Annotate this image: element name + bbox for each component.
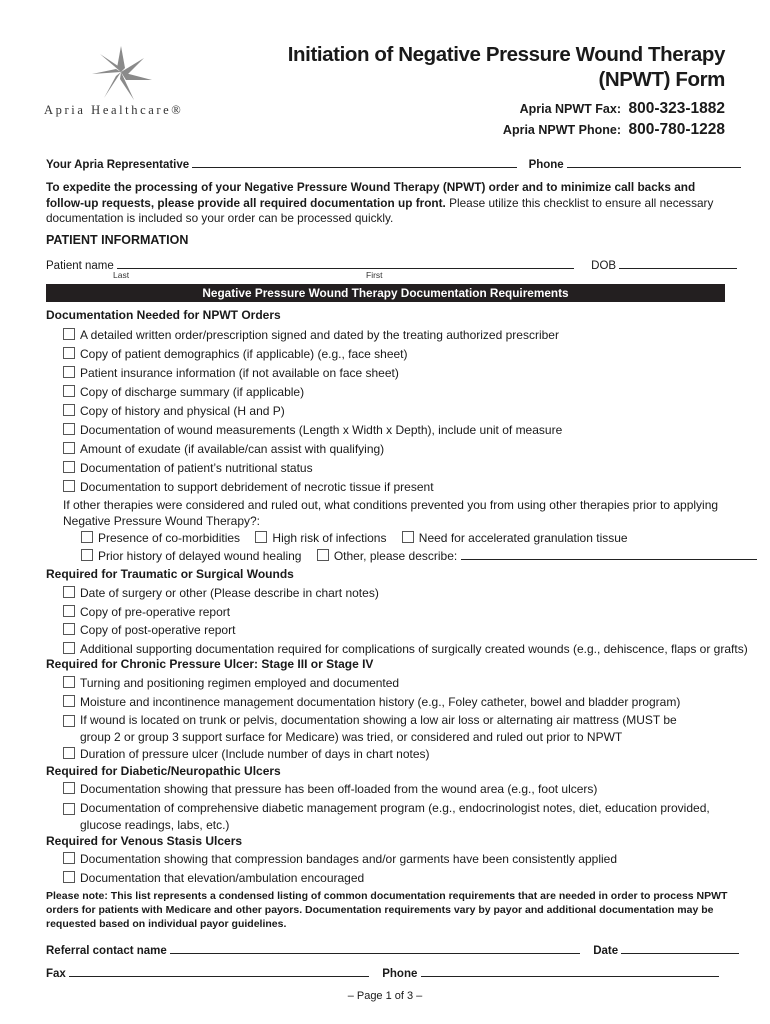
checkbox[interactable]	[63, 642, 75, 654]
checkbox[interactable]	[255, 531, 267, 543]
checkbox[interactable]	[63, 676, 75, 688]
checkbox[interactable]	[63, 586, 75, 598]
first-name-caption: First	[366, 270, 383, 280]
checkbox[interactable]	[63, 404, 75, 416]
date-label: Date	[593, 945, 619, 957]
item-text: Documentation that elevation/ambulation encouraged	[80, 870, 365, 885]
rep-field[interactable]	[192, 156, 517, 168]
list-item	[63, 746, 728, 765]
item-text: Documentation to support debridement of necrotic tissue if present	[80, 480, 434, 494]
checkbox[interactable]	[63, 347, 75, 359]
fax-label: Apria NPWT Fax:	[519, 102, 621, 116]
pressure-list	[63, 675, 728, 765]
checkbox[interactable]	[63, 480, 75, 492]
option-comorbidities: Presence of co-morbidities	[98, 531, 241, 545]
item-text: Duration of pressure ulcer (Include number of days in chart notes)	[80, 747, 430, 761]
rep-phone-field[interactable]	[567, 156, 741, 168]
item-text: Moisture and incontinence management documentation history (e.g., Foley catheter, bowel and bladder program)	[80, 694, 681, 709]
footer-phone-field[interactable]	[421, 965, 719, 977]
apria-star-logo	[86, 44, 156, 102]
item-text: If wound is located on trunk or pelvis, documentation showing a low air loss or alternating air mattress (MUST be group 2 or group 3 support surface for Medicare) was tried, or considered and ruled out prior to NPWT	[80, 713, 677, 744]
footer-phone-label: Phone	[382, 968, 418, 980]
list-item	[63, 346, 728, 365]
fax-number: 800-323-1882	[628, 100, 725, 117]
checkbox[interactable]	[63, 442, 75, 454]
list-item	[63, 585, 728, 604]
rep-row	[46, 156, 726, 171]
list-item	[63, 781, 728, 800]
other-describe-field[interactable]	[461, 548, 757, 560]
item-text: Additional supporting documentation required for complications of surgically created wounds (e.g., dehiscence, flaps or grafts)	[80, 641, 748, 656]
checkbox[interactable]	[63, 623, 75, 635]
phone-contact	[503, 121, 725, 139]
venous-heading: Required for Venous Stasis Ulcers	[46, 834, 243, 848]
list-item	[63, 870, 728, 889]
list-item	[63, 365, 728, 384]
item-text: Documentation of comprehensive diabetic management program (e.g., endocrinologist notes, diet, education provided, glucose readings, labs, etc.)	[80, 800, 710, 832]
phone-label: Apria NPWT Phone:	[502, 123, 621, 137]
checkbox[interactable]	[63, 385, 75, 397]
checkbox[interactable]	[63, 695, 75, 707]
item-text: Copy of pre-operative report	[80, 604, 231, 619]
checkbox[interactable]	[81, 549, 93, 561]
list-item	[63, 422, 728, 441]
brand-name: Apria Healthcare®	[44, 103, 184, 117]
item-text: Documentation showing that pressure has been off-loaded from the wound area (e.g., foot ulcers)	[80, 782, 598, 796]
option-infection-risk: High risk of infections	[272, 531, 387, 545]
list-item	[63, 800, 728, 834]
traumatic-list	[63, 585, 748, 659]
list-item	[63, 460, 728, 479]
referral-row	[46, 942, 726, 957]
rep-label: Your Apria Representative	[46, 159, 190, 171]
checkbox[interactable]	[63, 461, 75, 473]
page-number: – Page 1 of 3 –	[347, 990, 423, 1002]
date-field[interactable]	[621, 942, 739, 954]
intro-normal: Please utilize this checklist to ensure all necessary documentation is included so your order can be processed quickly.	[46, 195, 714, 225]
diabetic-heading: Required for Diabetic/Neuropathic Ulcers	[46, 764, 281, 778]
checkbox[interactable]	[63, 715, 75, 727]
phone-number: 800-780-1228	[628, 121, 725, 138]
intro-text	[46, 180, 728, 227]
form-title	[288, 42, 725, 92]
checkbox[interactable]	[63, 803, 75, 815]
form-title-line2: (NPWT) Form	[598, 68, 725, 91]
list-item	[63, 622, 728, 641]
list-item	[63, 441, 728, 460]
diabetic-list	[63, 781, 728, 834]
checkbox[interactable]	[402, 531, 414, 543]
dob-field[interactable]	[619, 257, 737, 269]
pressure-heading: Required for Chronic Pressure Ulcer: Stage III or Stage IV	[46, 657, 374, 671]
checkbox[interactable]	[317, 549, 329, 561]
list-item	[63, 851, 728, 870]
item-text: Copy of history and physical (H and P)	[80, 404, 285, 418]
patient-name-field[interactable]	[117, 257, 574, 269]
item-text: Date of surgery or other (Please describe in chart notes)	[80, 586, 379, 600]
patient-heading: PATIENT INFORMATION	[46, 233, 189, 247]
referral-label: Referral contact name	[46, 945, 167, 957]
option-other: Other, please describe:	[333, 549, 458, 563]
dob-label: DOB	[591, 260, 617, 272]
list-item	[63, 675, 728, 694]
list-item	[63, 403, 728, 422]
intro-bold: To expedite the processing of your Negative Pressure Wound Therapy (NPWT) order and to minimize call backs and follow-up requests, please provide all required documentation up front.	[46, 180, 696, 210]
fax-phone-row	[46, 965, 726, 980]
footer-fax-field[interactable]	[69, 965, 369, 977]
options-row-2	[81, 548, 757, 565]
item-text: Patient insurance information (if not available on face sheet)	[80, 366, 399, 380]
footer-fax-label: Fax	[46, 968, 66, 980]
patient-name-label: Patient name	[46, 260, 114, 272]
item-text: Copy of patient demographics (if applicable) (e.g., face sheet)	[80, 347, 408, 361]
list-item	[63, 384, 728, 403]
venous-list	[63, 851, 728, 888]
traumatic-heading: Required for Traumatic or Surgical Wounds	[46, 567, 294, 581]
list-item	[63, 479, 728, 498]
checkbox[interactable]	[81, 531, 93, 543]
item-text: Turning and positioning regimen employed and documented	[80, 676, 400, 690]
other-therapies-question: If other therapies were considered and ruled out, what conditions prevented you from using other therapies prior to applying Negative Pressure Wound Therapy?:	[63, 498, 719, 528]
item-text: Documentation showing that compression bandages and/or garments have been consistently applied	[80, 852, 617, 866]
patient-name-row	[46, 257, 726, 272]
list-item	[63, 327, 728, 346]
options-row-1	[81, 530, 628, 547]
list-item	[63, 694, 728, 713]
list-item	[63, 712, 728, 746]
fax-contact	[520, 100, 725, 118]
list-item	[63, 604, 728, 623]
checkbox[interactable]	[63, 871, 75, 883]
item-text: Amount of exudate (if available/can assist with qualifying)	[80, 442, 385, 456]
form-title-line1: Initiation of Negative Pressure Wound Therapy	[287, 43, 725, 66]
checkbox[interactable]	[63, 366, 75, 378]
checkbox[interactable]	[63, 605, 75, 617]
npwt-heading: Documentation Needed for NPWT Orders	[46, 308, 281, 322]
checkbox[interactable]	[63, 852, 75, 864]
item-text: Copy of discharge summary (if applicable)	[80, 385, 305, 399]
checkbox[interactable]	[63, 328, 75, 340]
checkbox[interactable]	[63, 423, 75, 435]
payor-note: Please note: This list represents a condensed listing of common documentation requirements that are needed in order to process NPWT orders for patients with Medicare and other payors. Documentation requirements vary by payor and additional documentation may be requested based on individual payor guidelines.	[46, 890, 728, 930]
referral-field[interactable]	[170, 942, 580, 954]
requirements-bar: Negative Pressure Wound Therapy Documentation Requirements	[46, 284, 725, 302]
checkbox[interactable]	[63, 782, 75, 794]
last-name-caption: Last	[113, 270, 130, 280]
checkbox[interactable]	[63, 747, 75, 759]
item-text: A detailed written order/prescription signed and dated by the treating authorized prescriber	[80, 328, 559, 342]
rep-phone-label: Phone	[528, 159, 564, 171]
item-text: Copy of post-operative report	[80, 623, 236, 637]
option-delayed-healing: Prior history of delayed wound healing	[98, 549, 302, 563]
item-text: Documentation of patient’s nutritional status	[80, 461, 313, 475]
item-text: Documentation of wound measurements (Length x Width x Depth), include unit of measure	[80, 423, 563, 437]
option-granulation: Need for accelerated granulation tissue	[418, 531, 628, 545]
npwt-list	[63, 327, 728, 498]
